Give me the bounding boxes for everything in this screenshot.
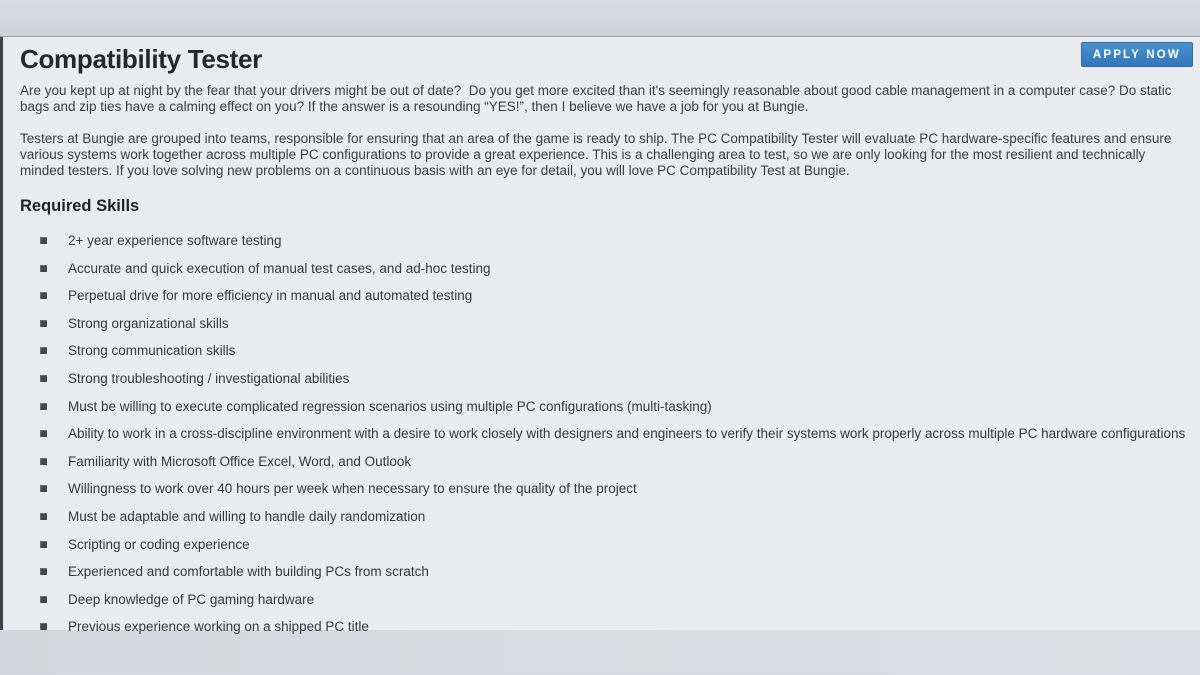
skill-list-item: [68, 343, 1192, 359]
skill-text: Deep knowledge of PC gaming hardware: [68, 591, 315, 607]
skill-text: Strong organizational skills: [68, 315, 229, 331]
intro-paragraph-2: Testers at Bungie are grouped into teams, responsible for ensuring that an area of the game is ready to ship. The PC Compatibility Tester will evaluate PC hardware-specific features and ensure various systems work together across multiple PC configurations to provide a great experience. This is a challenging area to test, so we are only looking for the most resilient and technically minded testers. If you love solving new problems on a continuous basis with an eye for detail, you will love PC Compatibility Test at Bungie.: [20, 131, 1176, 178]
skill-text: Must be willing to execute complicated regression scenarios using multiple PC configurations (multi-tasking): [68, 398, 712, 414]
skill-list-item: [68, 592, 1192, 608]
skill-text: Experienced and comfortable with building PCs from scratch: [68, 564, 429, 580]
square-bullet-icon: [40, 513, 47, 520]
square-bullet-icon: [40, 568, 47, 575]
job-posting-card: [0, 37, 1200, 635]
square-bullet-icon: [40, 623, 47, 630]
square-bullet-icon: [40, 237, 47, 244]
square-bullet-icon: [40, 430, 47, 437]
skill-list-item: [68, 316, 1192, 332]
skill-text: Ability to work in a cross-discipline environment with a desire to work closely with designers and engineers to verify their systems work properly across multiple PC hardware configurations: [68, 426, 1186, 442]
required-skills-heading: Required Skills: [20, 197, 140, 215]
skill-list-item: [68, 509, 1192, 525]
bottom-background-strip: [0, 630, 1200, 674]
top-chrome-bar: [0, 0, 1200, 37]
skill-text: Willingness to work over 40 hours per week when necessary to ensure the quality of the project: [68, 481, 637, 497]
skill-list-item: [68, 399, 1192, 415]
skill-text: Perpetual drive for more efficiency in manual and automated testing: [68, 288, 473, 304]
square-bullet-icon: [40, 265, 47, 272]
skill-list-item: [68, 619, 1192, 635]
square-bullet-icon: [40, 403, 47, 410]
skill-list-item: [68, 426, 1192, 442]
skill-list-item: [68, 481, 1192, 497]
skill-text: Accurate and quick execution of manual test cases, and ad-hoc testing: [68, 260, 491, 276]
skills-list: [68, 233, 1192, 635]
skill-list-item: [68, 454, 1192, 470]
square-bullet-icon: [40, 596, 47, 603]
square-bullet-icon: [40, 458, 47, 465]
apply-now-button[interactable]: APPLY NOW: [1081, 42, 1193, 67]
square-bullet-icon: [40, 347, 47, 354]
skill-text: Previous experience working on a shipped PC title: [68, 619, 369, 635]
page-title: Compatibility Tester: [20, 44, 263, 74]
skill-list-item: [68, 371, 1192, 387]
square-bullet-icon: [40, 292, 47, 299]
skill-text: Strong communication skills: [68, 343, 236, 359]
skill-list-item: [68, 564, 1192, 580]
skill-text: Strong troubleshooting / investigational abilities: [68, 370, 350, 386]
skill-list-item: [68, 233, 1192, 249]
job-description: [20, 83, 1192, 179]
skill-text: 2+ year experience software testing: [68, 233, 282, 248]
skill-list-item: [68, 261, 1192, 277]
skill-text: Familiarity with Microsoft Office Excel, Word, and Outlook: [68, 453, 412, 469]
skill-text: Must be adaptable and willing to handle daily randomization: [68, 508, 426, 524]
square-bullet-icon: [40, 320, 47, 327]
square-bullet-icon: [40, 485, 47, 492]
square-bullet-icon: [40, 375, 47, 382]
intro-paragraph-1: Are you kept up at night by the fear that your drivers might be out of date? Do you get more excited than it's seemingly reasonable about good cable management in a computer case? Do static bags and zip ties have a calming effect on you? If the answer is a resounding “YES!”, then I believe we have a job for you at Bungie.: [20, 83, 1176, 114]
square-bullet-icon: [40, 541, 47, 548]
skill-list-item: [68, 288, 1192, 304]
skill-list-item: [68, 537, 1192, 553]
skill-text: Scripting or coding experience: [68, 536, 250, 552]
